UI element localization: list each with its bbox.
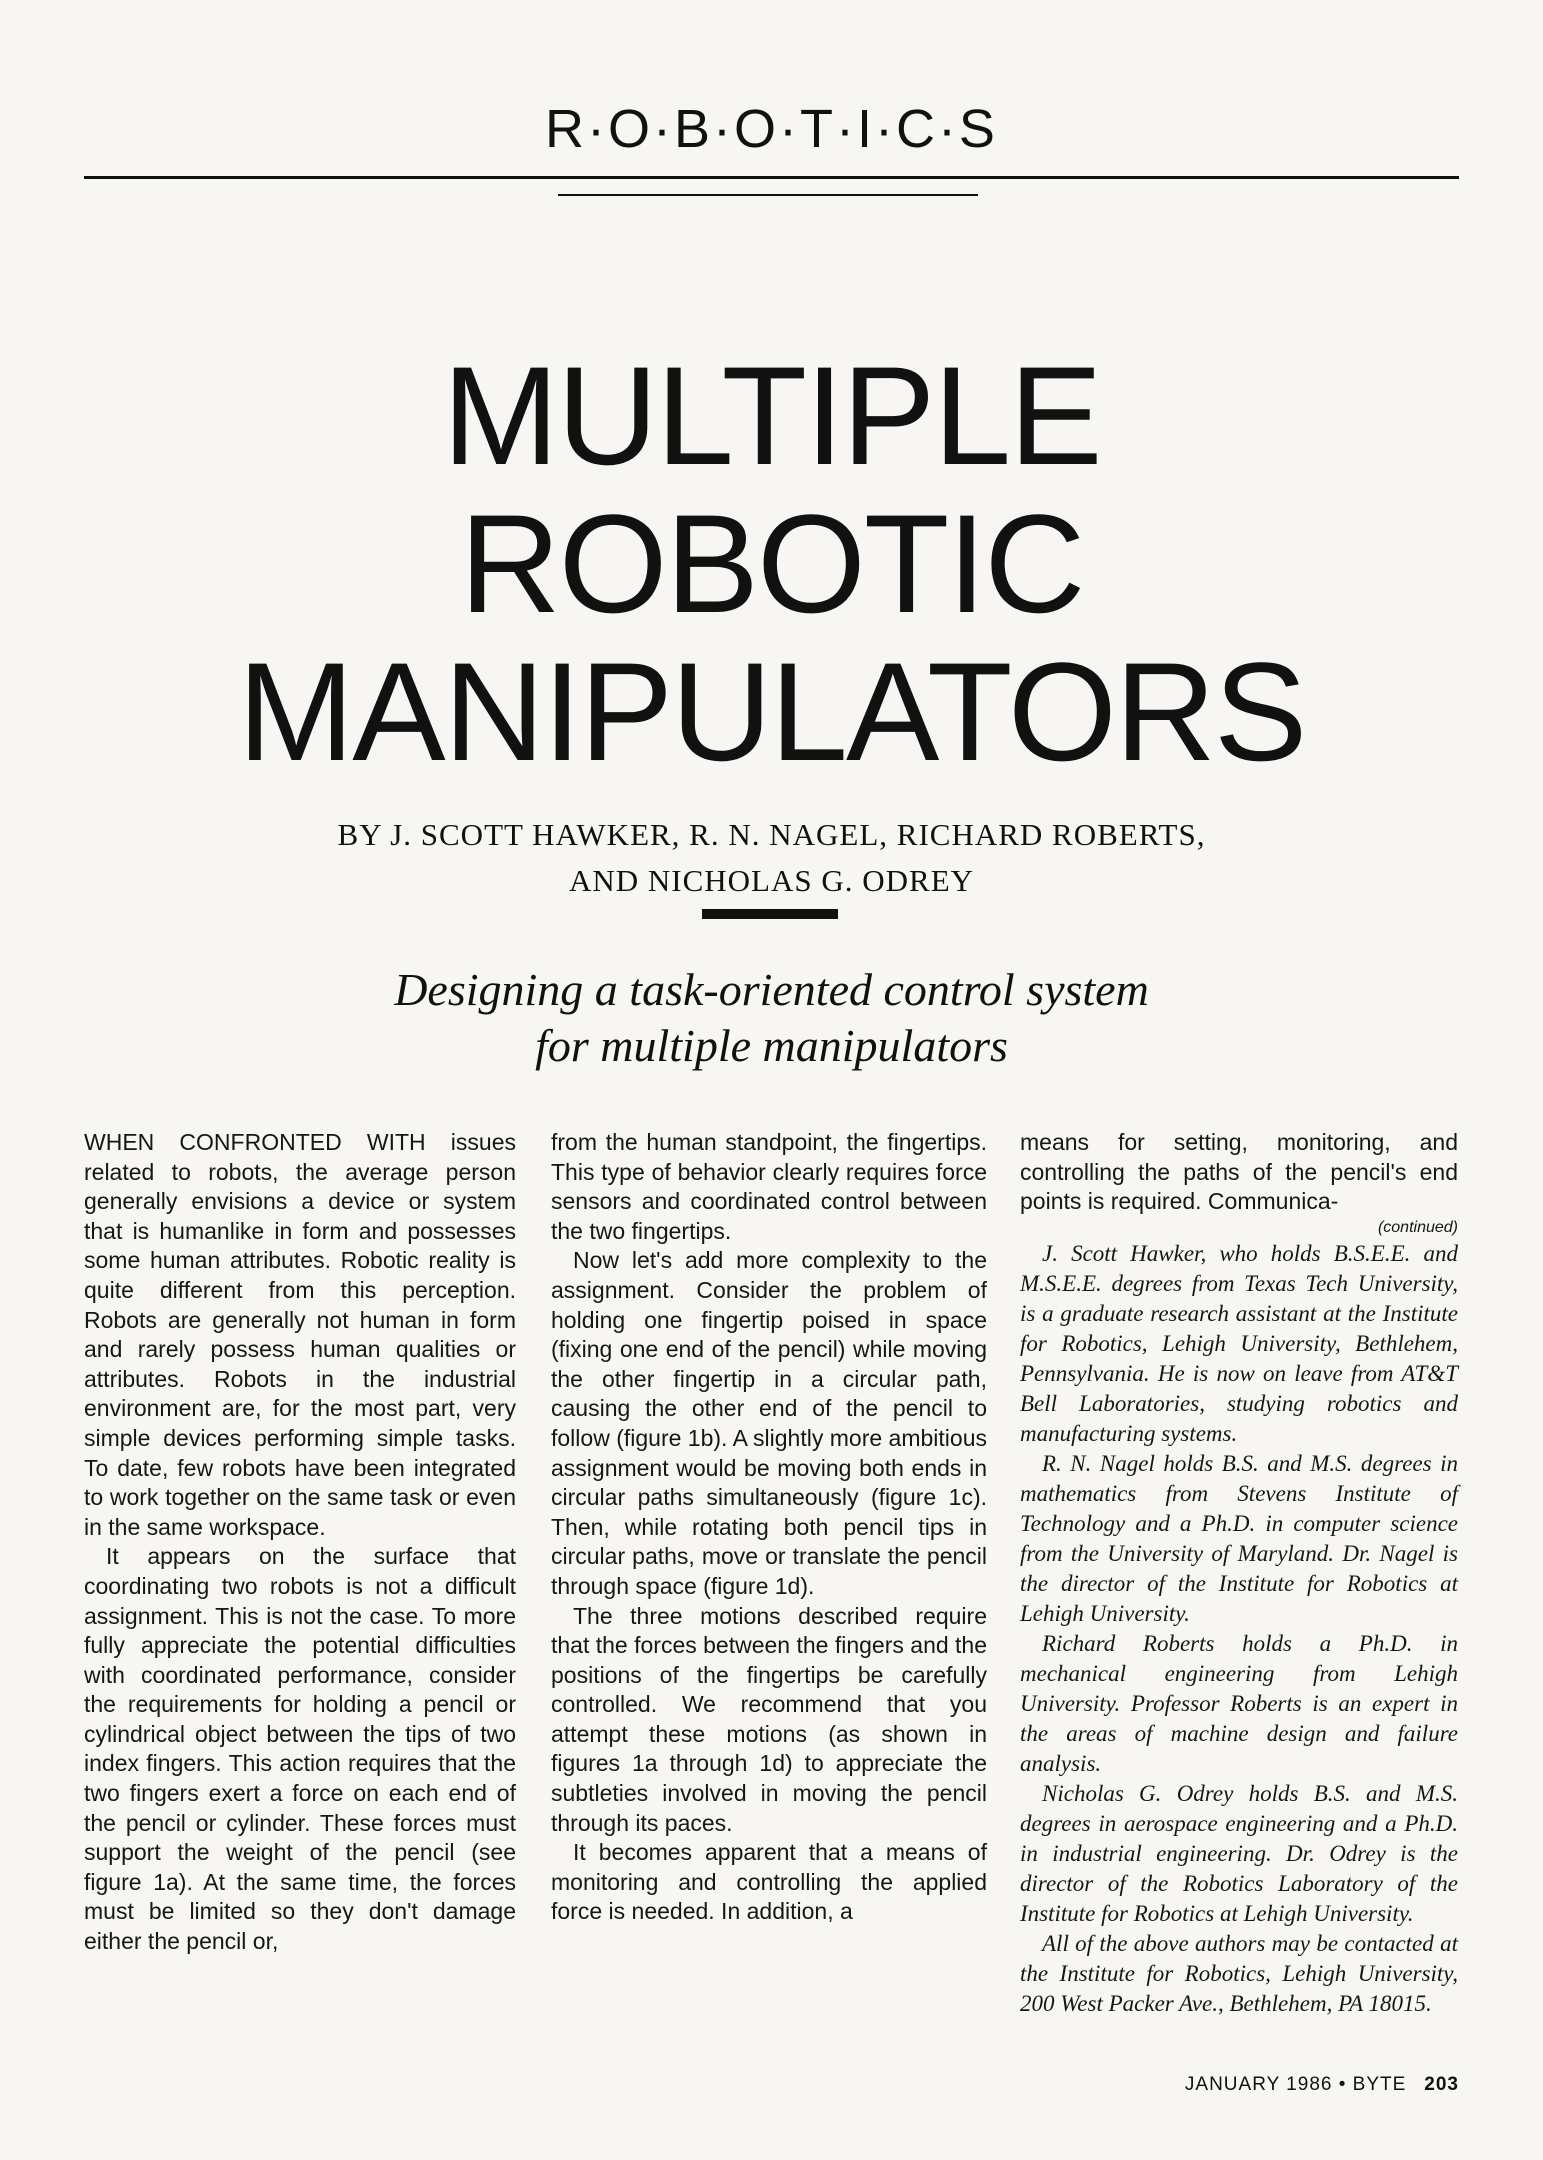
body-column-3: [1020, 1128, 1458, 2019]
header-rule: [84, 176, 1459, 179]
title-line-3: MANIPULATORS: [237, 633, 1306, 790]
paragraph: The three motions described require that the forces between the fingers and the positions of the fingertips be carefully controlled. We recommend that you attempt these motions (as shown in figures 1a through 1d) to appreciate the subtleties involved in moving the pencil through its paces.: [551, 1602, 988, 1836]
article-subtitle: [0, 962, 1543, 1074]
paragraph: It becomes apparent that a means of monitoring and controlling the applied force is needed. In addition, a: [551, 1839, 987, 1925]
byline-divider: [702, 909, 838, 919]
author-contact: All of the above authors may be contacted at the Institute for Robotics, Lehigh University, 200 West Packer Ave., Bethlehem, PA 18015.: [1020, 1930, 1458, 2016]
page-number: 203: [1424, 2074, 1459, 2095]
subtitle-line-2: for multiple manipulators: [535, 1020, 1008, 1071]
paragraph: from the human standpoint, the fingertips. This type of behavior clearly requires force sensors and coordinated control between the two fingertips.: [551, 1129, 987, 1244]
paragraph: Now let's add more complexity to the assignment. Consider the problem of holding one fingertip poised in space (fixing one end of the pencil) while moving the other fingertip in a circular path, causing the other end of the pencil to follow (figure 1b). A slightly more ambitious assignment would be moving both ends in circular paths simultaneously (figure 1c). Then, while rotating both pencil tips in circular paths, move or translate the pencil through space (figure 1d).: [551, 1247, 987, 1599]
paragraph: means for setting, monitoring, and controlling the paths of the pencil's end points is required. Communica-: [1020, 1129, 1458, 1215]
byline-line-2: AND NICHOLAS G. ODREY: [568, 863, 975, 898]
author-bio: R. N. Nagel holds B.S. and M.S. degrees in mathematics from Stevens Institute of Technology and a Ph.D. in computer science from the University of Maryland. Dr. Nagel is the director of the Institute for Robotics at Lehigh University.: [1020, 1450, 1458, 1626]
author-bio: Nicholas G. Odrey holds B.S. and M.S. degrees in aerospace engineering and a Ph.D. in industrial engineering. Dr. Odrey is the director of the Robotics Laboratory of the Institute for Robotics at Lehigh University.: [1020, 1780, 1458, 1926]
byline: [0, 812, 1543, 904]
continued-note: (continued): [1377, 1218, 1458, 1236]
byline-line-1: BY J. SCOTT HAWKER, R. N. NAGEL, RICHARD ROBERTS,: [337, 817, 1206, 852]
issue-label: JANUARY 1986 • BYTE: [1184, 2074, 1407, 2095]
body-column-2: [551, 1128, 987, 1927]
title-line-1: MULTIPLE: [442, 337, 1101, 494]
section-label: R·O·B·O·T·I·C·S: [545, 99, 998, 159]
author-bio: J. Scott Hawker, who holds B.S.E.E. and M.S.E.E. degrees from Texas Tech University, is a graduate research assistant at the Institute for Robotics, Lehigh University, Bethlehem, Pennsylvania. He is now on leave from AT&T Bell Laboratories, studying robotics and manufacturing systems.: [1020, 1240, 1458, 1446]
page-footer: [1185, 2074, 1459, 2096]
article-title: [0, 337, 1543, 790]
title-line-2: ROBOTIC: [459, 485, 1084, 642]
body-column-1: [84, 1128, 516, 1957]
subtitle-line-1: Designing a task-oriented control system: [394, 964, 1149, 1015]
header-subrule: [558, 194, 978, 196]
paragraph: WHEN CONFRONTED WITH issues related to robots, the average person generally envisions a device or system that is humanlike in form and possesses some human attributes. Robotic reality is quite different from this perception. Robots are generally not human in form and rarely possess human qualities or attributes. Robots in the industrial environment are, for the most part, very simple devices performing simple tasks. To date, few robots have been integrated to work together on the same task or even in the same workspace.: [84, 1129, 516, 1540]
paragraph: It appears on the surface that coordinating two robots is not a difficult assignment. This is not the case. To more fully appreciate the potential difficulties with coordinated performance, consider the requirements for holding a pencil or cylindrical object between the tips of two index fingers. This action requires that the two fingers exert a force on each end of the pencil or cylinder. These forces must support the weight of the pencil (see figure 1a). At the same time, the forces must be limited so they don't damage either the pencil or,: [84, 1543, 516, 1955]
author-bio: Richard Roberts holds a Ph.D. in mechanical engineering from Lehigh University. Professor Roberts is an expert in the areas of machine design and failure analysis.: [1020, 1630, 1458, 1776]
